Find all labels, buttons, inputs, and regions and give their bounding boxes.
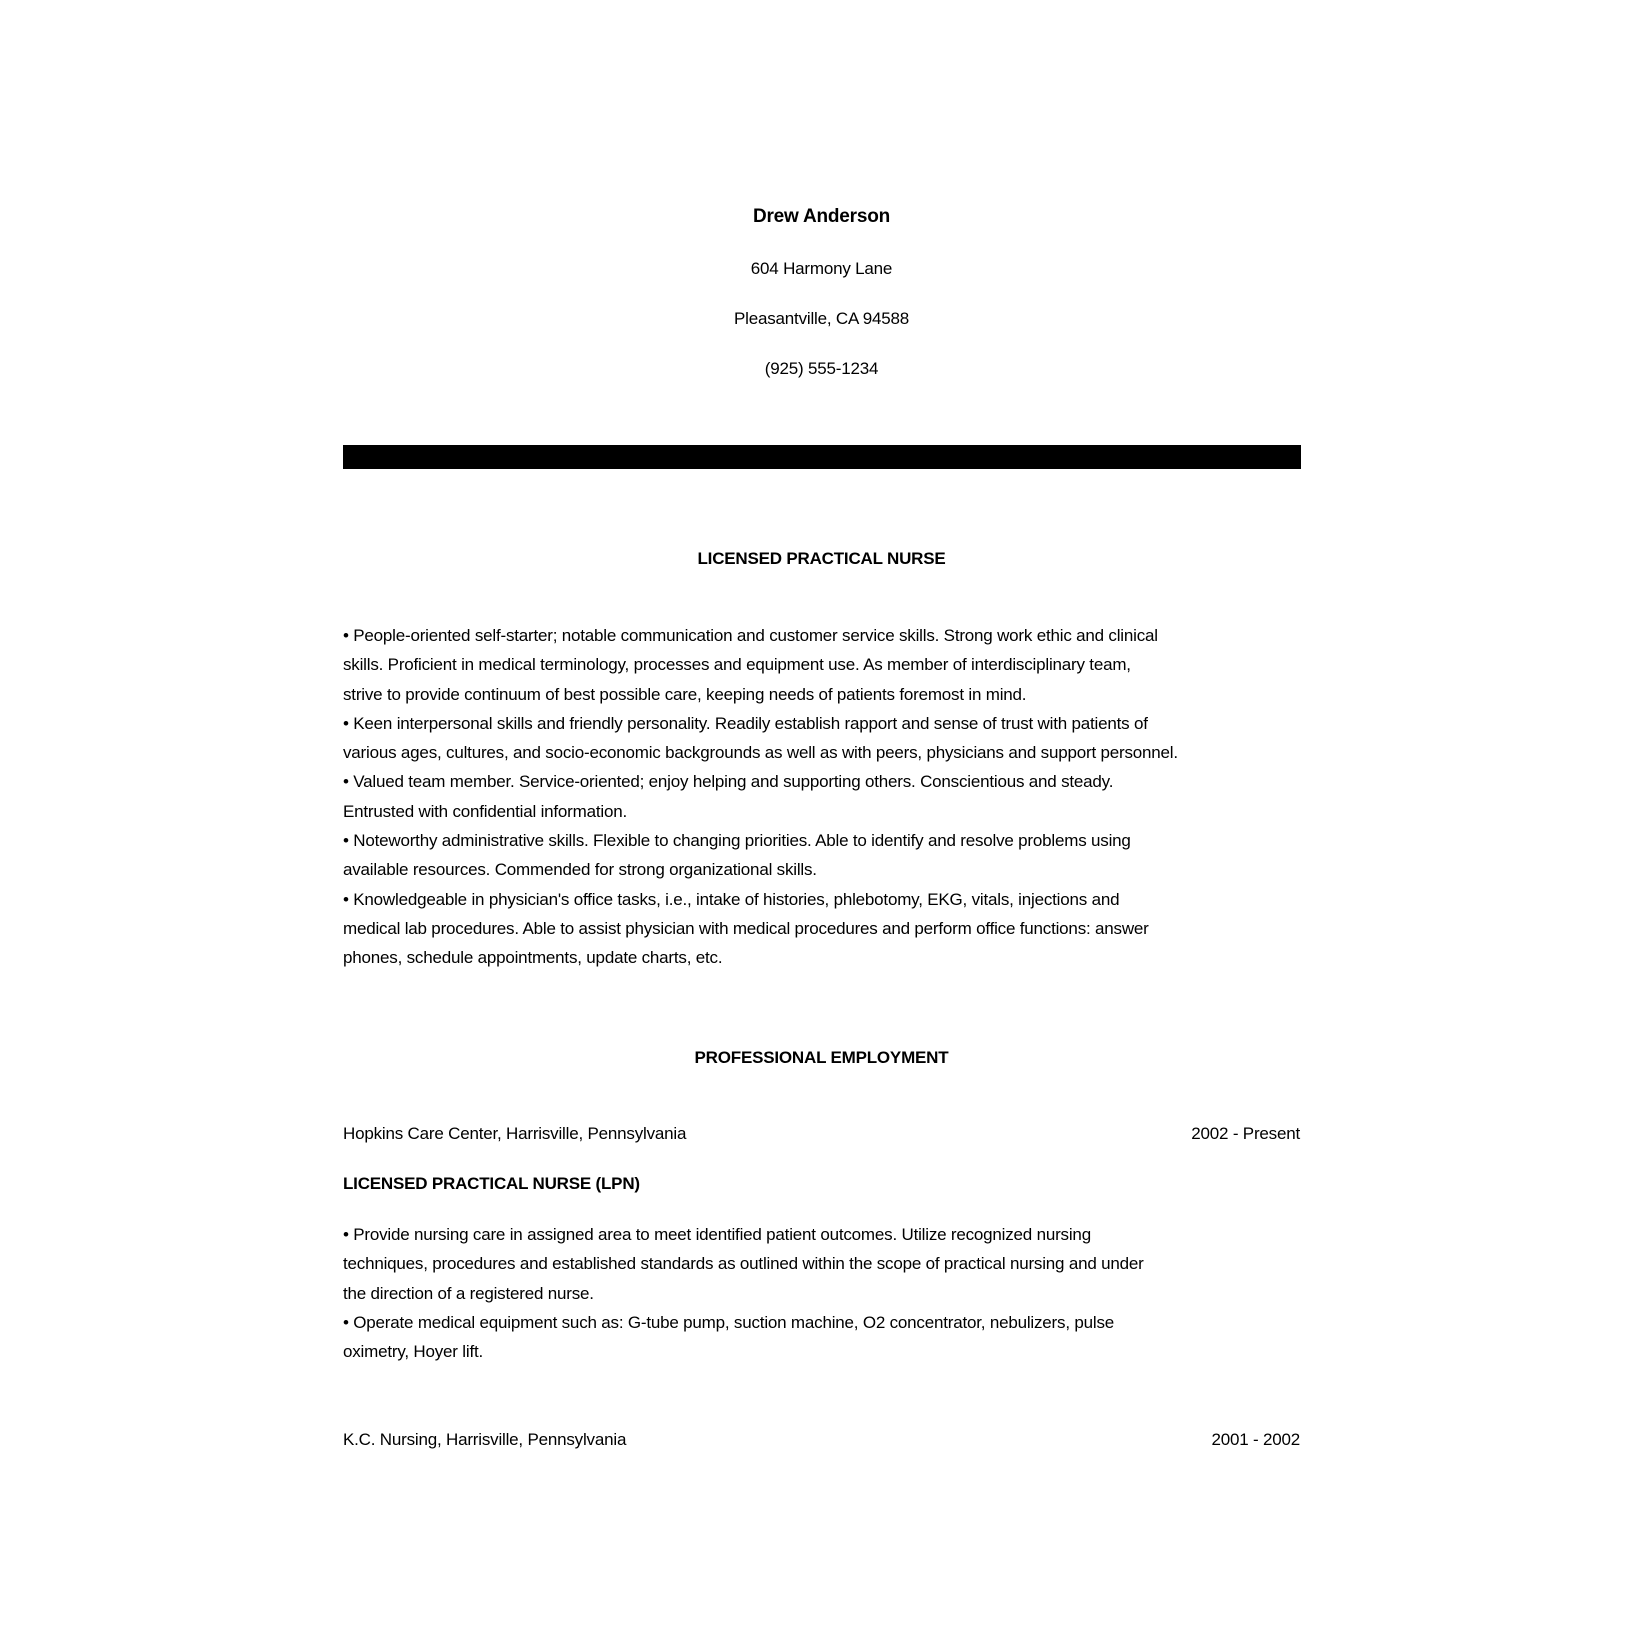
text-line: available resources. Commended for strong organizational skills. xyxy=(343,860,817,880)
job-1-title: LICENSED PRACTICAL NURSE (LPN) xyxy=(343,1174,640,1193)
summary-heading: LICENSED PRACTICAL NURSE xyxy=(697,549,946,568)
phone-number: (925) 555-1234 xyxy=(764,359,879,378)
text-line: the direction of a registered nurse. xyxy=(343,1283,594,1303)
text-line: phones, schedule appointments, update charts, etc. xyxy=(343,948,723,968)
text-line: • People-oriented self-starter; notable communication and customer service skills. Strong work ethic and clinical xyxy=(343,626,1158,645)
text-line: • Keen interpersonal skills and friendly personality. Readily establish rapport and sense of trust with patients of xyxy=(343,713,1148,733)
candidate-name: Drew Anderson xyxy=(752,206,891,227)
text-line: • Operate medical equipment such as: G-tube pump, suction machine, O2 concentrator, nebulizers, pulse xyxy=(343,1312,1115,1332)
city-state-zip: Pleasantville, CA 94588 xyxy=(734,309,909,328)
text-line: various ages, cultures, and socio-economic backgrounds as well as with peers, physicians and support personnel. xyxy=(343,743,1178,763)
text-line: Entrusted with confidential information. xyxy=(343,801,627,821)
text-line: oximetry, Hoyer lift. xyxy=(343,1342,484,1362)
summary-bullets xyxy=(343,621,1178,973)
header-divider-bar xyxy=(343,445,1301,469)
text-line: • Provide nursing care in assigned area to meet identified patient outcomes. Utilize recognized nursing xyxy=(343,1225,1091,1244)
text-line: • Knowledgeable in physician's office tasks, i.e., intake of histories, phlebotomy, EKG, vitals, injections and xyxy=(343,889,1120,909)
text-line: skills. Proficient in medical terminology, processes and equipment use. As member of interdisciplinary team, xyxy=(343,655,1131,675)
job-1-employer: Hopkins Care Center, Harrisville, Pennsylvania xyxy=(343,1124,687,1143)
text-line: • Valued team member. Service-oriented; enjoy helping and supporting others. Conscientious and steady. xyxy=(343,772,1114,792)
job-2-employer: K.C. Nursing, Harrisville, Pennsylvania xyxy=(343,1430,627,1449)
job-1-dates: 2002 - Present xyxy=(1191,1124,1300,1143)
employment-heading: PROFESSIONAL EMPLOYMENT xyxy=(694,1048,949,1067)
job-2-dates: 2001 - 2002 xyxy=(1211,1430,1300,1449)
text-line: medical lab procedures. Able to assist physician with medical procedures and perform office functions: answer xyxy=(343,918,1149,938)
text-line: techniques, procedures and established standards as outlined within the scope of practical nursing and under xyxy=(343,1254,1144,1274)
text-line: strive to provide continuum of best possible care, keeping needs of patients foremost in mind. xyxy=(343,684,1027,704)
job-1-duties xyxy=(343,1220,1144,1366)
text-line: • Noteworthy administrative skills. Flexible to changing priorities. Able to identify and resolve problems using xyxy=(343,831,1131,851)
street-address: 604 Harmony Lane xyxy=(750,259,893,278)
